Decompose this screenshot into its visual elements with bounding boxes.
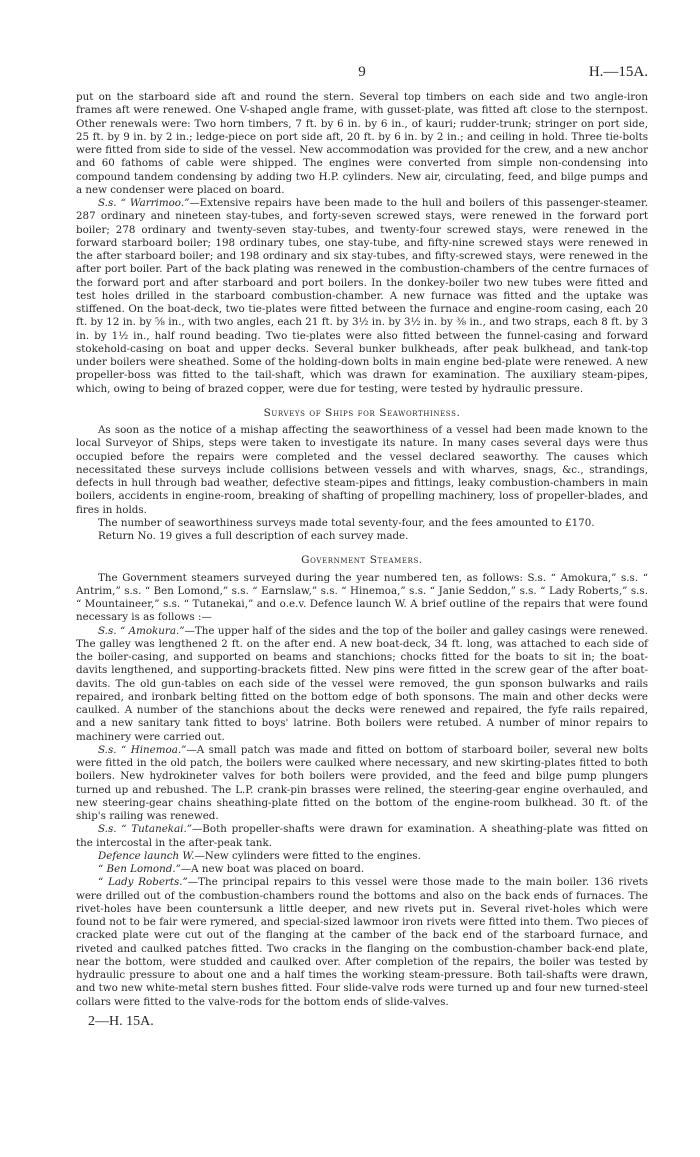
- paragraph-hinemoa-text: —A small patch was made and fitted on bottom of starboard boiler, several new bolts were fitted in the old patch, the boilers were caulked where necessary, and new skirting-plates fitted to both boilers. New hydrokineter valves for both boilers were provided, and the feed and bilge pump plungers turned up and rebushed. The L.P. crank-pin brasses were relined, the steering-gear engine overhauled, and new steering-gear chains sheathing-plate fitted on the bottom of the engine-room bulkhead. 30 ft. of the ship's railing was renewed.: [76, 743, 648, 822]
- vessel-name-lady-roberts: “ Lady Roberts.”: [98, 876, 188, 889]
- heading-seaworthiness-surveys: Surveys of Ships for Seaworthiness.: [263, 406, 461, 419]
- paragraph-amokura: [76, 625, 648, 744]
- paragraph-hinemoa: [76, 744, 648, 824]
- vessel-name-tutanekai: S.s. “ Tutanekai.”: [98, 823, 192, 836]
- paragraph-seaworthiness-notice: As soon as the notice of a mishap affecting the seaworthiness of a vessel had been made known to the local Surveyor of Ships, steps were taken to investigate its nature. In many cases several days were thus occupied before the repairs were completed and the vessel declared seaworthy. The causes which necessitated these surveys include collisions between vessels and with wharves, snags, &c., strandings, defects in hull through bad weather, defective steam-pipes and fittings, leaky combustion-chambers in main boilers, accidents in engine-room, breaking of shafting of propelling machinery, loss of propeller-blades, and fires in holds.: [76, 424, 648, 516]
- vessel-name-warrimoo: S.s. “ Warrimoo.”: [98, 197, 190, 209]
- paragraph-tutanekai: [76, 823, 648, 850]
- paragraph-government-list: The Government steamers surveyed during the year numbered ten, as follows: S.s. “ Amokura,” s.s. “ Antrim,” s.s. “ Ben Lomond,” s.s. “ Earnslaw,” s.s. “ Hinemoa,” s.s. “ Janie Seddon,” s.s. “ Lady Roberts,” s.s. “ Mountaineer,” s.s. “ Tutanekai,” and o.e.v. Defence launch W. A brief outline of the repairs that were found necessary is as follows :—: [76, 571, 648, 624]
- paragraph-lady-roberts-text: —The principal repairs to this vessel were those made to the main boiler. 136 rivets were drilled out of the combustion-chambers round the bottoms and also on the back ends of furnaces. The rivet-holes have been countersunk a little deeper, and new rivets put in. Several rivet-holes which were found not to be fair were rymered, and special-sized lawmoor iron rivets were fitted into them. Two pieces of cracked plate were cut out of the flanging at the camber of the back end of the starboard furnace, and riveted and caulked patches fitted. Two cracks in the flanging on the combustion-chamber back-end plate, near the bottom, were studded and caulked over. After completion of the repairs, the boiler was tested by hydraulic pressure to about one and a half times the working steam-pressure. Both tail-shafts were drawn, and two new white-metal stern bushes fitted. Four slide-valve rods were turned up and four new turned-steel collars were fitted to the valve-rods for the bottom ends of slide-valves.: [76, 876, 648, 1008]
- paragraph-stern-repairs: put on the starboard side aft and round the stern. Several top timbers on each side and two angle-iron frames aft were renewed. One V-shaped angle frame, with gusset-plate, was fitted aft close to the sternpost. Other renewals were: Two horn timbers, 7 ft. by 6 in. by 6 in., of kauri; rudder-trunk; stringer on port side, 25 ft. by 9 in. by 2 in.; ledge-piece on port side aft, 20 ft. by 6 in. by 2 in.; and ceiling in hold. Three tie-bolts were fitted from side to side of the vessel. New accommodation was provided for the crew, and a new anchor and 60 fathoms of cable were shipped. The engines were converted from simple non-condensing into compound tandem condensing by adding two H.P. cylinders. New air, circulating, feed, and bilge pumps and a new condenser were placed on board.: [76, 91, 648, 196]
- document-reference: H.—15A.: [588, 64, 648, 80]
- page-body: [76, 91, 648, 1028]
- heading-government-steamers: Government Steamers.: [301, 554, 423, 567]
- paragraph-defence-launch: [76, 850, 648, 863]
- paragraph-ben-lomond-text: —A new boat was placed on board.: [180, 863, 365, 875]
- paragraph-return-19: Return No. 19 gives a full description of each survey made.: [98, 530, 409, 542]
- vessel-name-ben-lomond: “ Ben Lomond.”: [98, 863, 181, 875]
- paragraph-amokura-text: —The upper half of the sides and the top of the boiler and galley casings were renewed. The galley was lengthened 2 ft. on the after end. A new boat-deck, 34 ft. long, was attached to each side of the boiler-casing, and supported on beams and stanchions; chocks fitted for the boats to sit in; the boat-davits lengthened, and supporting-brackets fitted. New pins were fitted in the screw gear of the after boat-davits. The old gun-tables on each side of the vessel were removed, the gun sponson bulwarks and rails repaired, and ironbark belting fitted on the bottom edge of both sponsons. The main and other decks were caulked. A number of the stanchions about the decks were renewed and repaired, the fyfe rails repaired, and a new sanitary tank fitted to boys' latrine. Both boilers were retubed. A number of minor repairs to machinery were carried out.: [76, 624, 648, 743]
- paragraph-lady-roberts: [76, 876, 648, 1009]
- signature-reference: 2—H. 15A.: [88, 1013, 154, 1029]
- page-header: [76, 66, 648, 84]
- paragraph-ben-lomond: [76, 863, 648, 876]
- vessel-name-amokura: S.s. “ Amokura.”: [98, 624, 185, 637]
- paragraph-tutanekai-text: —Both propeller-shafts were drawn for examination. A sheathing-plate was fitted on the intercostal in the after-peak tank.: [76, 823, 648, 849]
- vessel-name-hinemoa: S.s. “ Hinemoa.”: [98, 743, 187, 756]
- paragraph-seaworthiness-count: The number of seaworthiness surveys made total seventy-four, and the fees amounted to £170.: [98, 516, 595, 529]
- vessel-name-defence-launch: Defence launch W.: [98, 849, 195, 862]
- paragraph-warrimoo: [76, 197, 648, 396]
- paragraph-defence-launch-text: —New cylinders were fitted to the engines.: [194, 849, 421, 862]
- paragraph-warrimoo-text: —Extensive repairs have been made to the hull and boilers of this passenger-steamer. 287 ordinary and nineteen stay-tubes, and forty-seven screwed stays, were renewed in the forward port boiler; 278 ordinary and twenty-seven stay-tubes, and twenty-four screwed stays, were renewed in the forward starboard boiler; 198 ordinary tubes, one stay-tube, and fifty-nine screwed stays were renewed in the after starboard boiler; and 198 ordinary and six stay-tubes, and fifty-screwed stays, were renewed in the after port boiler. Part of the back plating was renewed in the combustion-chambers of the centre furnaces of the forward port and after starboard and port boilers. In the donkey-boiler two new tubes were fitted and test holes drilled in the starboard combustion-chamber. A new furnace was fitted and the uptake was stiffened. On the boat-deck, two tie-plates were fitted between the furnace and engine-room casing, each 20 ft. by 12 in. by ⅝ in., with two angles, each 21 ft. by 3½ in. by 3½ in. by ⅜ in., and two straps, each 8 ft. by 3 in. by 1½ in., half round beading. Two tie-plates were also fitted between the funnel-casing and forward stokehold-casing on boat and upper decks. Several bunker bulkheads, after peak bulkhead, and tank-top under boilers were sheathed. Some of the holding-down bolts in main engine bed-plate were renewed. A new propeller-boss was fitted to the tail-shaft, which was drawn for examination. The auxiliary steam-pipes, which, owing to being of brazed copper, were due for testing, were tested by hydraulic pressure.: [76, 197, 649, 395]
- page-number: 9: [358, 64, 366, 80]
